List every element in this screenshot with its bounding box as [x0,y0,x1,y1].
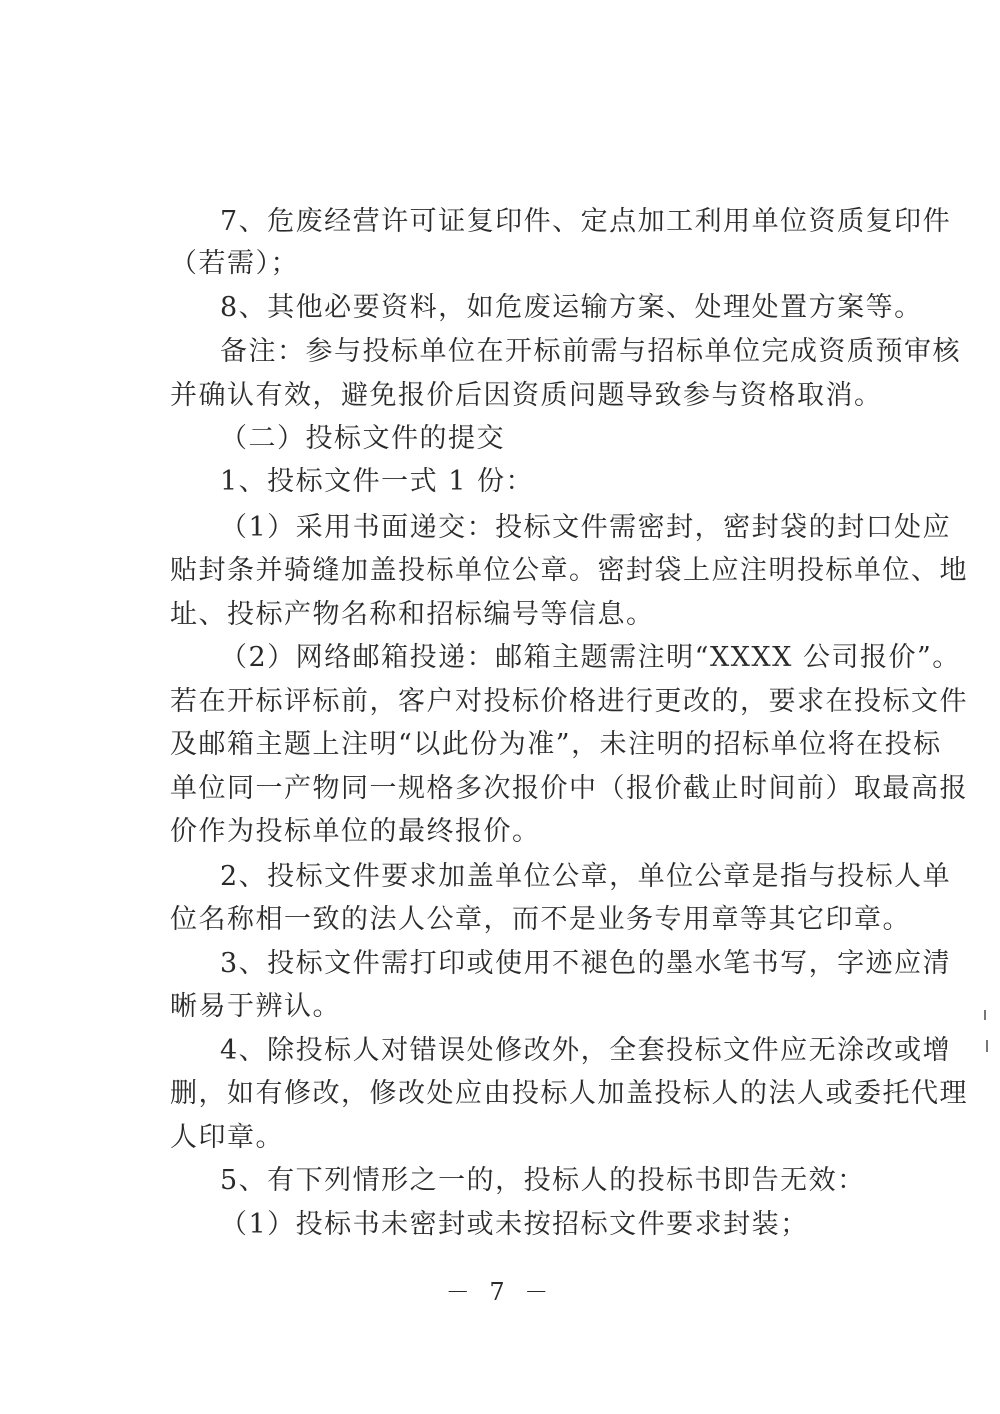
paragraph-line-item-5: 5、有下列情形之一的，投标人的投标书即告无效： [220,1165,866,1196]
paragraph-line: 址、投标产物名称和招标编号等信息。 [170,599,655,630]
scan-artifact-mark [986,1040,988,1052]
paragraph-line: （若需）； [170,248,299,279]
paragraph-line-sub-1: （1）采用书面递交：投标文件需密封，密封袋的封口处应 [220,512,952,543]
paragraph-line-item-7: 7、危废经营许可证复印件、定点加工利用单位资质复印件 [220,206,952,237]
paragraph-line-item-8: 8、其他必要资料，如危废运输方案、处理处置方案等。 [220,292,923,323]
paragraph-line: 删，如有修改，修改处应由投标人加盖投标人的法人或委托代理 [170,1078,968,1109]
paragraph-line-item-1: 1、投标文件一式 1 份： [220,466,535,497]
paragraph-line-remark: 备注：参与投标单位在开标前需与招标单位完成资质预审核 [220,336,961,367]
paragraph-line: 晰易于辨认。 [170,991,341,1022]
paragraph-line: 位名称相一致的法人公章，而不是业务专用章等其它印章。 [170,904,911,935]
paragraph-line-sub-2: （2）网络邮箱投递：邮箱主题需注明“XXXX 公司报价”。 [220,642,961,673]
paragraph-line: 并确认有效，避免报价后因资质问题导致参与资格取消。 [170,380,883,411]
section-heading: （二）投标文件的提交 [220,423,505,454]
paragraph-line-item-4: 4、除投标人对错误处修改外，全套投标文件应无涂改或增 [220,1035,952,1066]
paragraph-line: 人印章。 [170,1122,284,1153]
paragraph-line: 及邮箱主题上注明“以此份为准”，未注明的招标单位将在投标 [170,729,942,760]
paragraph-line-sub-1: （1）投标书未密封或未按招标文件要求封装； [220,1209,809,1240]
paragraph-line: 价作为投标单位的最终报价。 [170,816,541,847]
scan-artifact-mark [984,1010,986,1020]
paragraph-line: 若在开标评标前，客户对投标价格进行更改的，要求在投标文件 [170,686,968,717]
paragraph-line: 贴封条并骑缝加盖投标单位公章。密封袋上应注明投标单位、地 [170,555,968,586]
paragraph-line: 单位同一产物同一规格多次报价中（报价截止时间前）取最高报 [170,773,968,804]
page-number: － 7 － [445,1278,555,1306]
paragraph-line-item-3: 3、投标文件需打印或使用不褪色的墨水笔书写，字迹应清 [220,948,952,979]
paragraph-line-item-2: 2、投标文件要求加盖单位公章，单位公章是指与投标人单 [220,861,952,892]
